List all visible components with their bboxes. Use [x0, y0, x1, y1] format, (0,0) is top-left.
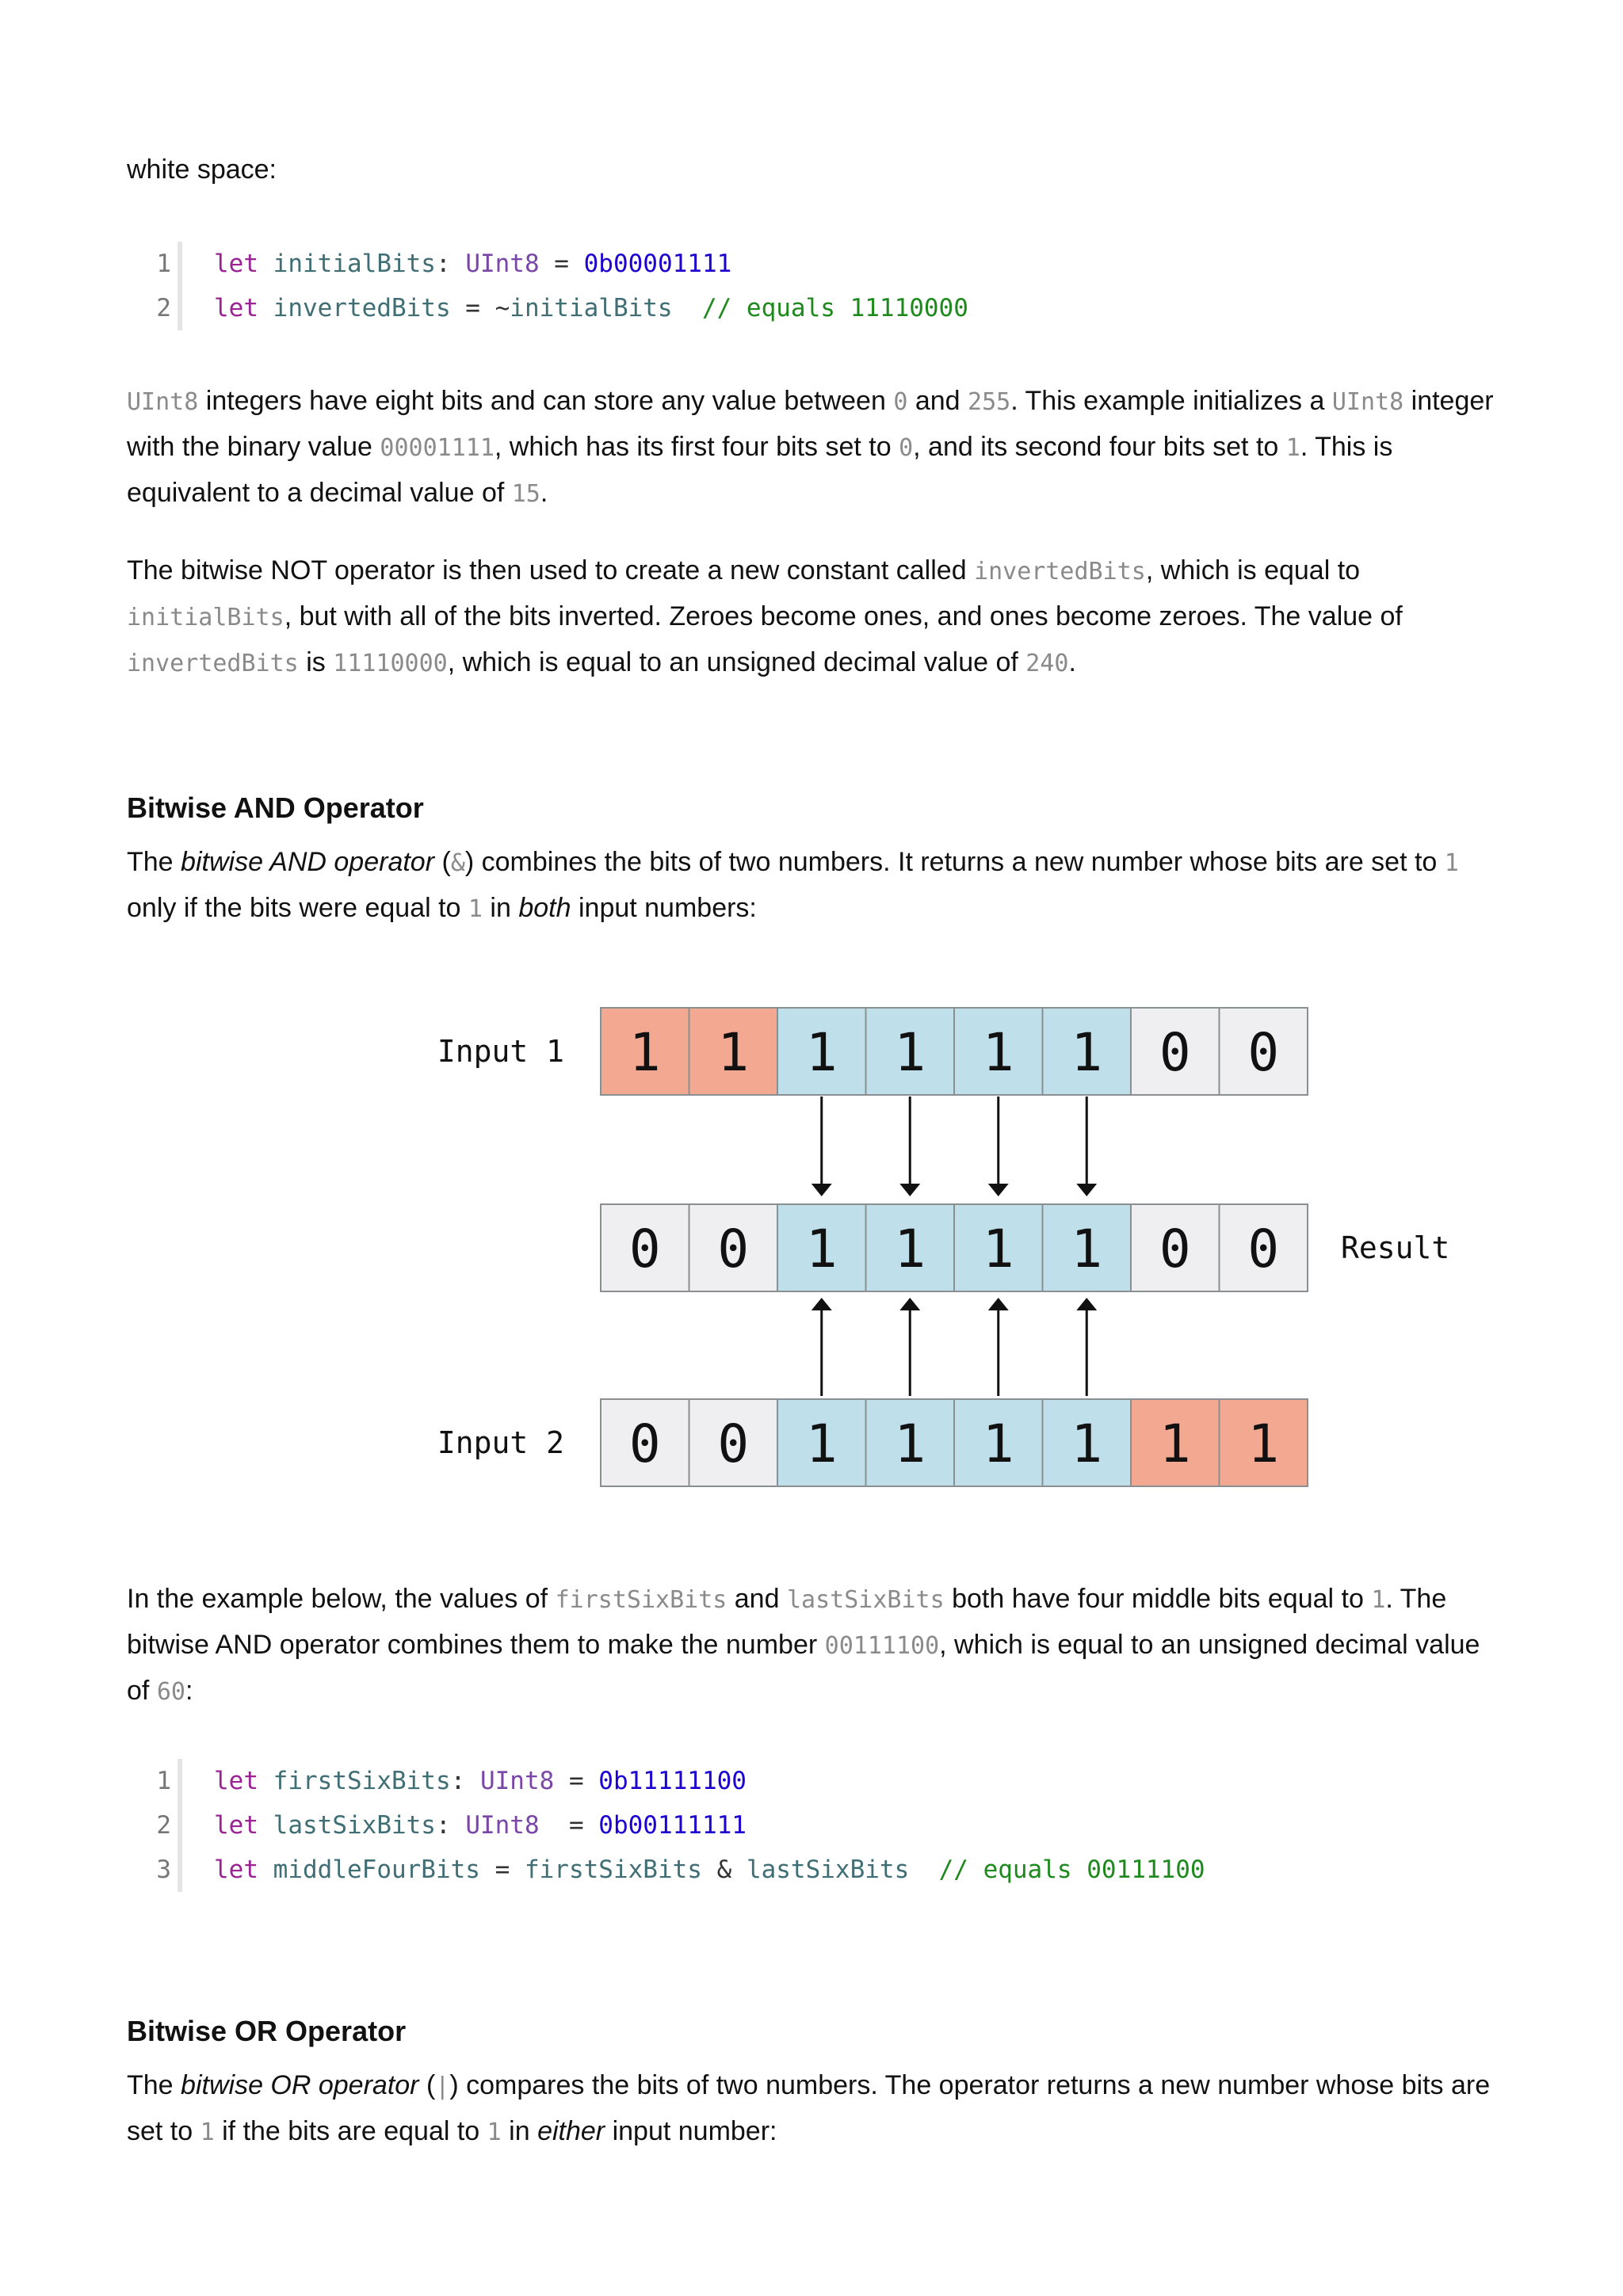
code-token: middleFourBits	[273, 1855, 480, 1884]
code-token: lastSixBits	[273, 1811, 436, 1840]
input1-bit-value: 1	[1071, 1022, 1103, 1083]
text-run: , which is equal to an unsigned decimal value of	[447, 647, 1026, 677]
inline-code: 00111100	[824, 1632, 940, 1660]
result-label: Result	[1341, 1230, 1450, 1265]
paragraph-and-example	[127, 1577, 1506, 1714]
code-token: UInt8	[465, 1811, 540, 1840]
inline-code: 0	[899, 434, 914, 462]
code-gutter	[178, 1759, 182, 1803]
text-run: if the bits are equal to	[214, 2116, 487, 2146]
inline-code: UInt8	[1331, 388, 1404, 416]
code-token: =	[539, 250, 584, 278]
intro-tail-text: white space:	[127, 154, 277, 185]
inline-code: invertedBits	[127, 650, 299, 677]
code-text	[214, 1848, 1205, 1892]
text-run: in	[482, 893, 519, 923]
text-run: and	[907, 386, 968, 416]
result-bit-value: 0	[1247, 1219, 1280, 1280]
code-token: =	[479, 1855, 525, 1884]
text-run: The bitwise NOT operator is then used to create a new constant called	[127, 555, 975, 585]
text-run: The	[127, 847, 181, 877]
inline-code: 1	[1444, 849, 1459, 877]
input1-label: Input 1	[437, 1034, 564, 1069]
result-bit-value: 1	[1071, 1219, 1103, 1280]
text-run: input numbers:	[571, 893, 757, 923]
inline-code: &	[450, 849, 465, 877]
input2-bit-value: 0	[717, 1413, 750, 1474]
result-bit-value: 1	[982, 1219, 1014, 1280]
code-token: 0b00111111	[598, 1811, 747, 1840]
inline-code: |	[435, 2073, 450, 2100]
code-token: 0b11111100	[598, 1767, 747, 1795]
inline-code: 1	[200, 2119, 215, 2146]
result-bit-value: 0	[717, 1219, 750, 1280]
result-bit-value: 0	[1159, 1219, 1191, 1280]
line-number: 2	[156, 1811, 171, 1840]
input1-bit-value: 1	[628, 1022, 661, 1083]
text-run: In the example below, the values of	[127, 1584, 556, 1614]
code-token: UInt8	[479, 1767, 555, 1795]
text-run: . This example initializes a	[1010, 386, 1332, 416]
code-token: // equals 11110000	[701, 294, 968, 322]
emphasis-text: either	[537, 2116, 605, 2146]
inline-code: UInt8	[127, 388, 199, 416]
code-token: UInt8	[465, 250, 540, 278]
text-run: .	[1068, 647, 1076, 677]
code-token: // equals 00111100	[938, 1855, 1205, 1884]
emphasis-text: both	[518, 893, 571, 923]
input2-bit-value: 0	[628, 1413, 661, 1474]
input2-bit-value: 1	[982, 1413, 1014, 1474]
heading-bitwise-or: Bitwise OR Operator	[127, 2015, 407, 2047]
code-block-and	[127, 1759, 1506, 1892]
line-number: 3	[156, 1855, 171, 1884]
text-run: :	[185, 1676, 193, 1706]
inline-code: 00001111	[380, 434, 495, 462]
inline-code: invertedBits	[974, 558, 1146, 585]
input1-bit-value: 0	[1159, 1022, 1191, 1083]
result-bit-value: 0	[628, 1219, 661, 1280]
input2-bit-value: 1	[894, 1413, 926, 1474]
code-token: =	[539, 1811, 599, 1840]
paragraph-or-intro	[127, 2063, 1506, 2155]
text-run: in	[501, 2116, 538, 2146]
code-token: initialBits	[510, 294, 673, 322]
code-token: let	[214, 1767, 258, 1795]
text-run: integers have eight bits and can store any value between	[198, 386, 894, 416]
code-gutter	[178, 1803, 182, 1848]
code-token: let	[214, 250, 258, 278]
result-bit-value: 1	[894, 1219, 926, 1280]
inline-code: 1	[468, 895, 483, 923]
text-run: , which is equal to	[1145, 555, 1361, 585]
inline-code: 11110000	[333, 650, 448, 677]
inline-code: 60	[156, 1678, 185, 1706]
line-number: 1	[156, 250, 171, 278]
code-token: lastSixBits	[746, 1855, 910, 1884]
input2-label: Input 2	[437, 1425, 564, 1460]
text-run: only if the bits were equal to	[127, 893, 468, 923]
code-token: :	[450, 1767, 480, 1795]
code-line	[127, 1759, 1506, 1803]
code-token: :	[435, 1811, 466, 1840]
code-line	[127, 1803, 1506, 1848]
code-token: :	[435, 250, 466, 278]
code-token: = ~	[450, 294, 510, 322]
text-run: ) compares the bits of two numbers. The operator returns a new number whose bits are set to	[127, 2070, 1491, 2146]
text-run: The	[127, 2070, 181, 2100]
code-text	[214, 1803, 747, 1848]
result-bit-value: 1	[805, 1219, 838, 1280]
inline-code: lastSixBits	[786, 1586, 945, 1614]
text-run: both have four middle bits equal to	[944, 1584, 1372, 1614]
input1-bit-value: 0	[1247, 1022, 1280, 1083]
code-text	[214, 1759, 747, 1803]
inline-code: firstSixBits	[555, 1586, 727, 1614]
code-token: firstSixBits	[273, 1767, 451, 1795]
text-run: , which has its first four bits set to	[494, 432, 899, 462]
inline-code: 1	[487, 2119, 502, 2146]
code-token: firstSixBits	[524, 1855, 702, 1884]
text-run: integer with the binary value	[127, 386, 1494, 462]
text-run: (	[434, 847, 451, 877]
code-gutter	[178, 1848, 182, 1892]
text-run: . This is equivalent to a decimal value of	[127, 432, 1393, 508]
inline-code: 1	[1285, 434, 1300, 462]
line-number: 1	[156, 1767, 171, 1795]
input2-bit-value: 1	[805, 1413, 838, 1474]
text-run: is	[298, 647, 334, 677]
text-run: (	[418, 2070, 436, 2100]
code-token: let	[214, 1811, 258, 1840]
text-run: , which is equal to an unsigned decimal value of	[127, 1630, 1480, 1706]
code-token: initialBits	[273, 250, 436, 278]
input2-bit-value: 1	[1247, 1413, 1280, 1474]
input1-bit-value: 1	[894, 1022, 926, 1083]
emphasis-text: bitwise AND operator	[181, 847, 435, 877]
text-run: , but with all of the bits inverted. Zeroes become ones, and ones become zeroes. The value of	[284, 601, 1403, 631]
code-token	[258, 1811, 273, 1840]
code-token	[258, 1767, 273, 1795]
code-line	[127, 1848, 1506, 1892]
emphasis-text: bitwise OR operator	[181, 2070, 419, 2100]
inline-code: 0	[893, 388, 908, 416]
input1-bit-value: 1	[805, 1022, 838, 1083]
input2-bit-value: 1	[1071, 1413, 1103, 1474]
input1-bit-value: 1	[982, 1022, 1014, 1083]
code-token: invertedBits	[273, 294, 451, 322]
input1-bit-value: 1	[717, 1022, 750, 1083]
inline-code: 15	[511, 480, 540, 508]
text-run: ) combines the bits of two numbers. It returns a new number whose bits are set to	[464, 847, 1445, 877]
code-token: 0b00001111	[583, 250, 732, 278]
code-token: let	[214, 294, 258, 322]
code-token: let	[214, 1855, 258, 1884]
heading-bitwise-and: Bitwise AND Operator	[127, 791, 424, 824]
inline-code: 240	[1025, 650, 1069, 677]
text-run: and	[727, 1584, 787, 1614]
text-run: input number:	[605, 2116, 777, 2146]
code-token: =	[554, 1767, 599, 1795]
input2-bit-value: 1	[1159, 1413, 1191, 1474]
text-run: , and its second four bits set to	[913, 432, 1286, 462]
inline-code: 255	[968, 388, 1011, 416]
inline-code: 1	[1371, 1586, 1386, 1614]
text-run: . The bitwise AND operator combines them to make the number	[127, 1584, 1447, 1660]
inline-code: initialBits	[127, 604, 285, 631]
text-run: .	[540, 478, 548, 508]
code-token: &	[701, 1855, 747, 1884]
code-token	[258, 1855, 273, 1884]
code-token	[909, 1855, 938, 1884]
line-number: 2	[156, 294, 171, 322]
